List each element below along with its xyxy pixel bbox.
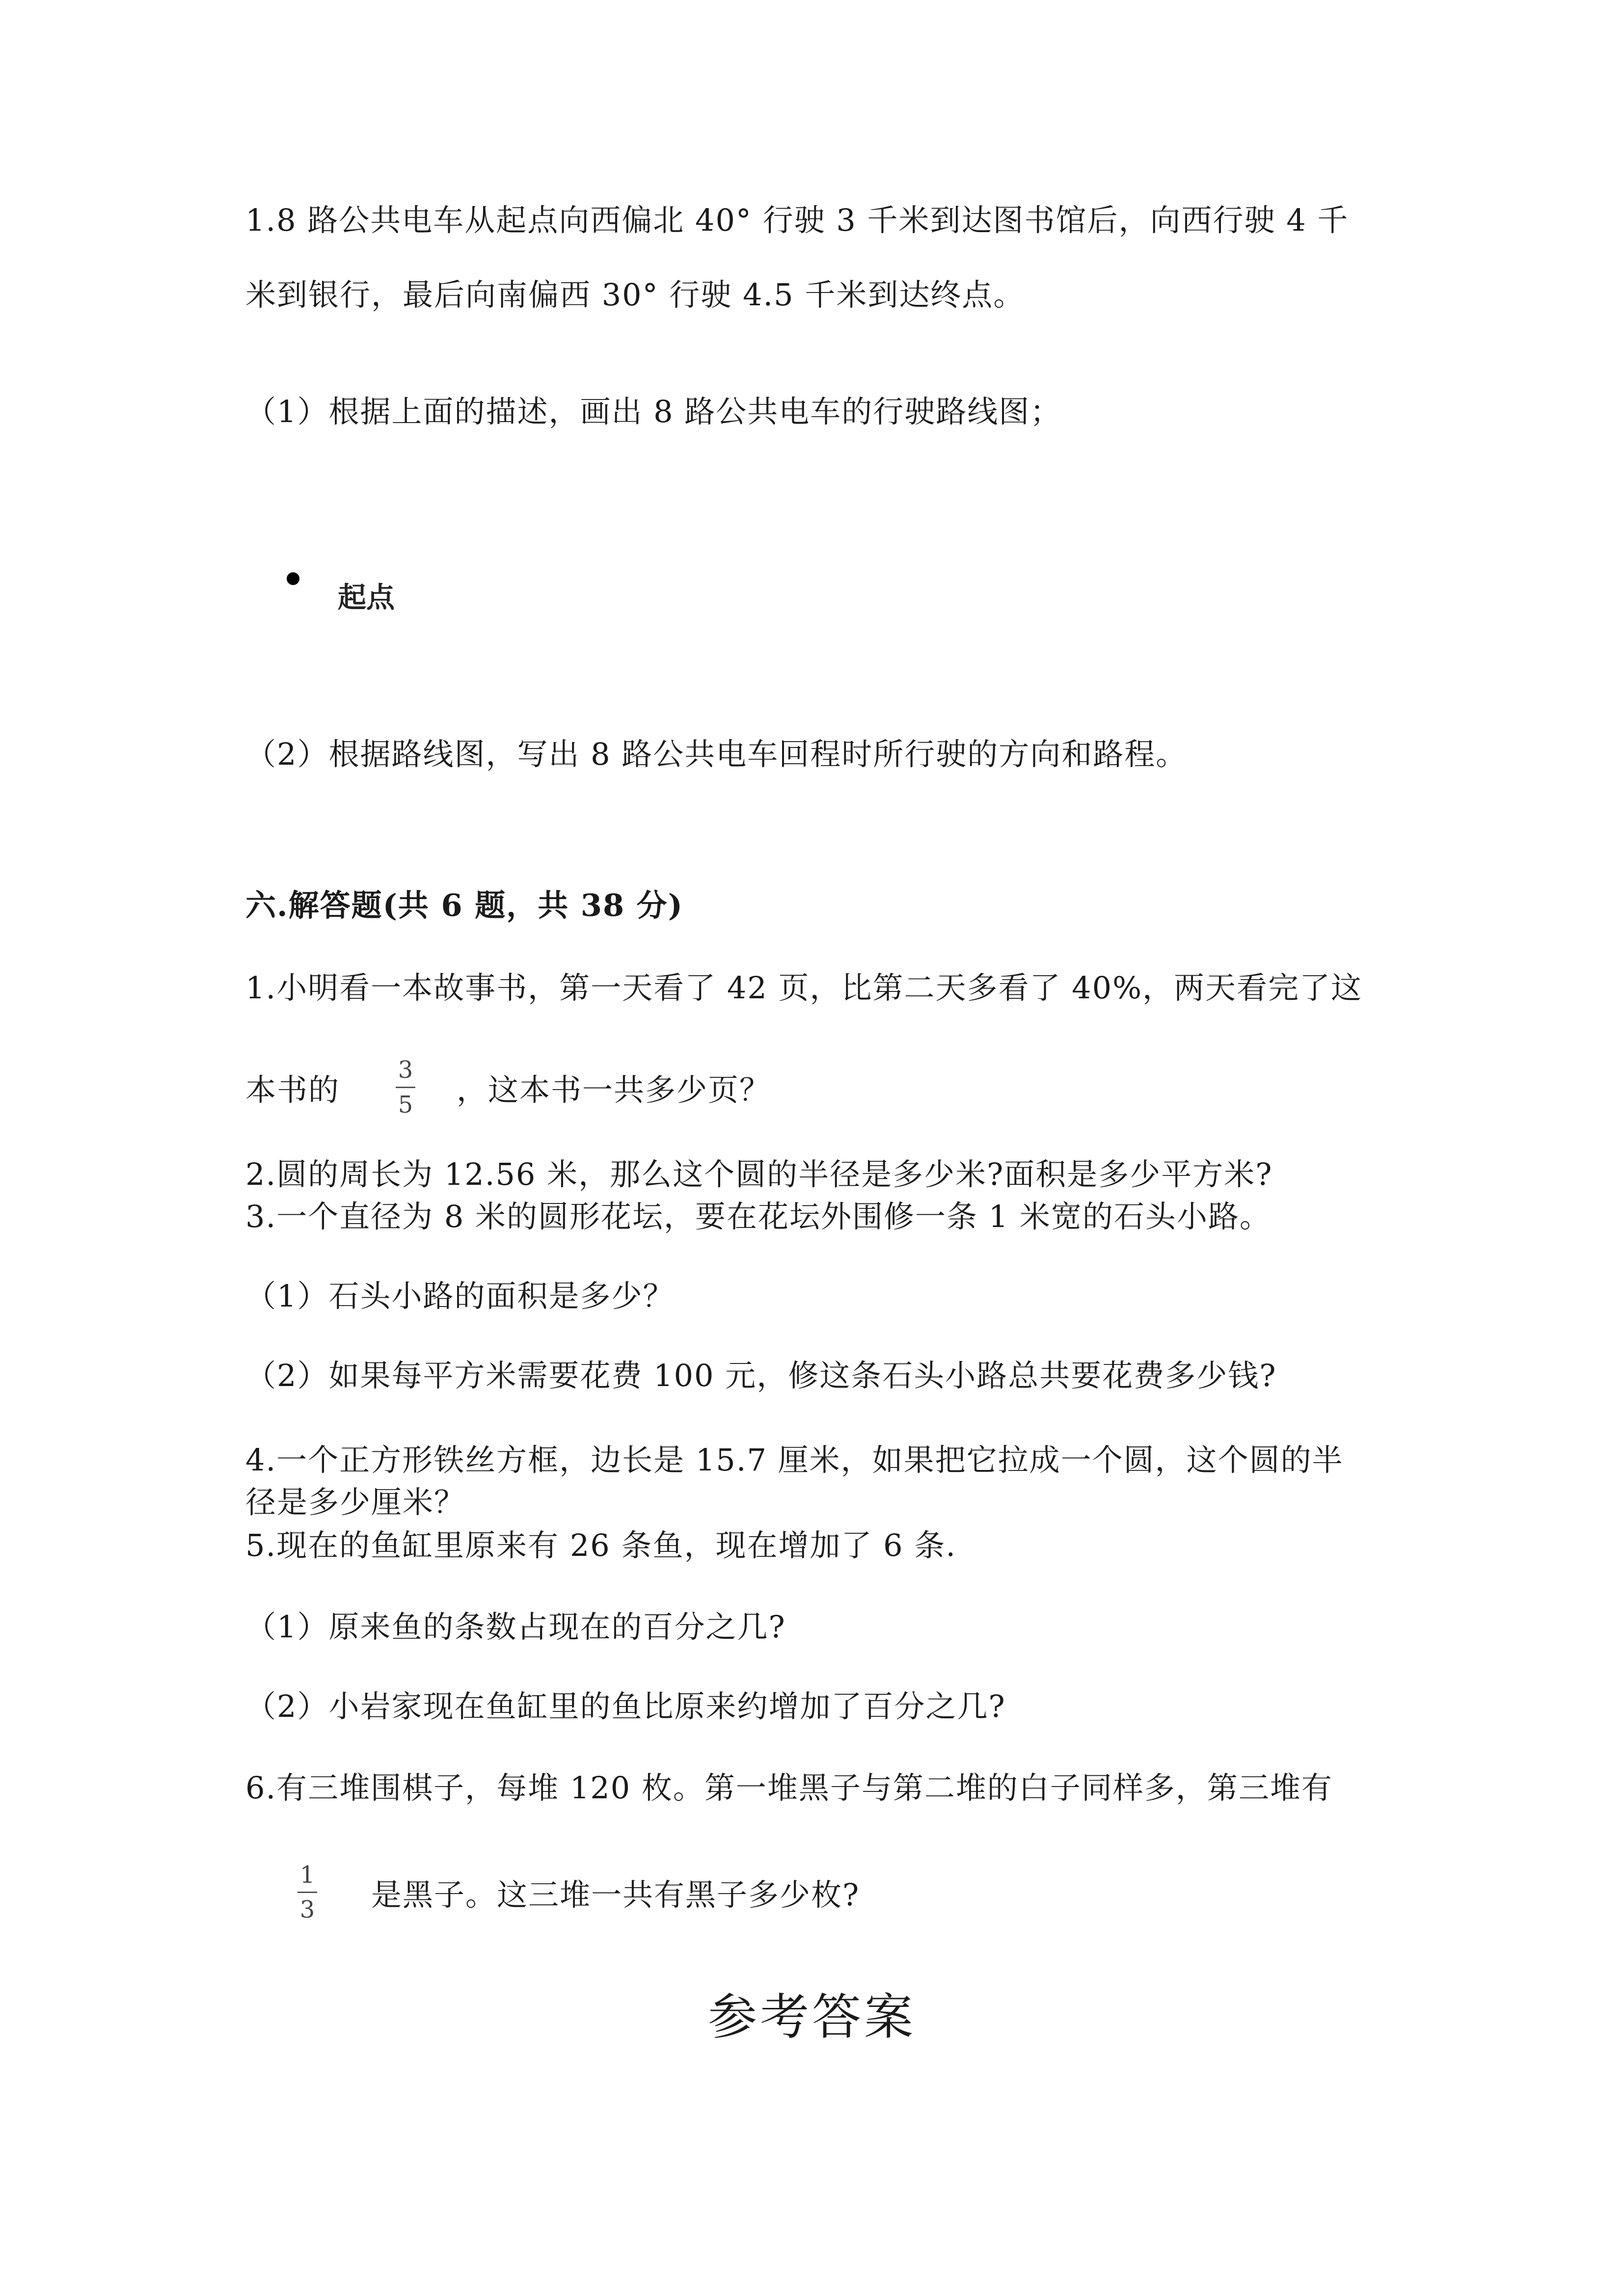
fraction-denominator: 3 [299, 1896, 315, 1923]
s6-q4-line-2: 径是多少厘米？ [245, 1484, 466, 1520]
s6-q3-part-1: （1）石头小路的面积是多少？ [245, 1278, 675, 1314]
fraction-denominator: 5 [398, 1091, 413, 1119]
q1-part-2: （2）根据路线图，写出 8 路公共电车回程时所行驶的方向和路程。 [245, 736, 1188, 772]
q1-line-2: 米到银行，最后向南偏西 30° 行驶 4.5 千米到达终点。 [245, 277, 1025, 313]
fraction-bar [298, 1892, 317, 1893]
s6-q5-part-2: （2）小岩家现在鱼缸里的鱼比原来约增加了百分之几? [245, 1688, 1006, 1724]
start-point-label: 起点 [338, 581, 395, 614]
s6-q6-line-1: 6.有三堆围棋子，每堆 120 枚。第一堆黑子与第二堆的白子同样多，第三堆有 [245, 1770, 1333, 1806]
s6-q1-line-2-prefix: 本书的 [245, 1072, 340, 1108]
section-6-heading: 六.解答题(共 6 题，共 38 分) [245, 887, 684, 923]
fraction-bar [396, 1087, 415, 1088]
s6-q2: 2.圆的周长为 12.56 米，那么这个圆的半径是多少米?面积是多少平方米? [245, 1156, 1273, 1192]
s6-q5-part-1: （1）原来鱼的条数占现在的百分之几? [245, 1609, 786, 1645]
fraction-three-fifths [396, 1058, 415, 1117]
s6-q3-line-1: 3.一个直径为 8 米的圆形花坛，要在花坛外围修一条 1 米宽的石头小路。 [245, 1199, 1271, 1234]
s6-q4-line-1: 4.一个正方形铁丝方框，边长是 15.7 厘米，如果把它拉成一个圆，这个圆的半 [245, 1442, 1344, 1478]
fraction-one-third [298, 1863, 317, 1922]
s6-q6-line-2-suffix: 是黑子。这三堆一共有黑子多少枚? [371, 1877, 860, 1913]
fraction-numerator: 3 [398, 1056, 413, 1084]
fraction-numerator: 1 [299, 1861, 315, 1889]
answers-title: 参考答案 [708, 1988, 916, 2046]
start-point-dot [287, 572, 299, 585]
q1-line-1: 1.8 路公共电车从起点向西偏北 40° 行驶 3 千米到达图书馆后，向西行驶 4 千 [245, 202, 1349, 238]
q1-part-1: （1）根据上面的描述，画出 8 路公共电车的行驶路线图； [245, 394, 1062, 429]
s6-q1-line-1: 1.小明看一本故事书，第一天看了 42 页，比第二天多看了 40%，两天看完了这 [245, 970, 1362, 1006]
s6-q5-line-1: 5.现在的鱼缸里原来有 26 条鱼，现在增加了 6 条. [245, 1527, 957, 1563]
s6-q1-line-2-suffix: ，这本书一共多少页？ [457, 1072, 771, 1108]
s6-q3-part-2: （2）如果每平方米需要花费 100 元，修这条石头小路总共要花费多少钱? [245, 1358, 1277, 1393]
